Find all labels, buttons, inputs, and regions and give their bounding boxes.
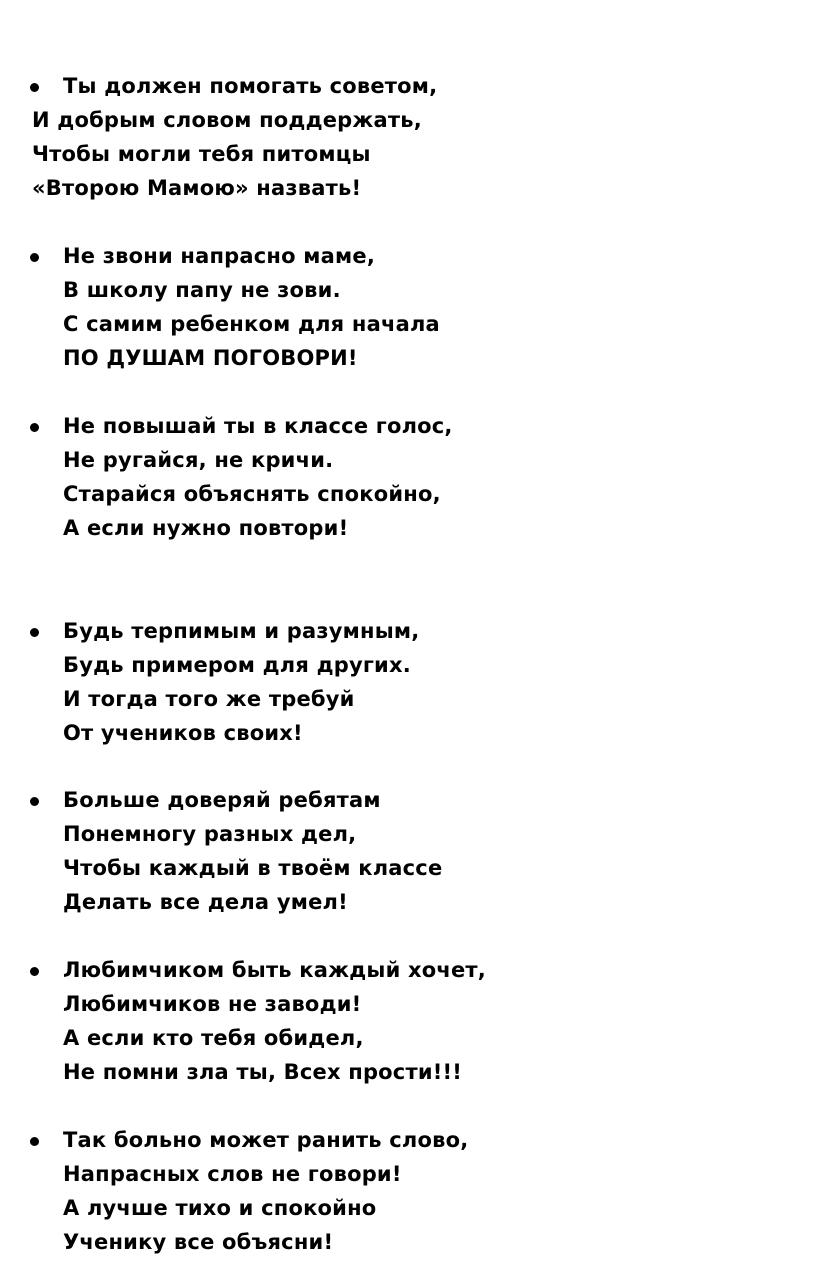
stanza-line: А если нужно повтори! xyxy=(63,516,349,540)
stanza-line: Любимчиком быть каждый хочет, xyxy=(63,958,486,982)
stanza-line: Ученику все объясни! xyxy=(63,1230,334,1254)
bullet-icon xyxy=(30,83,39,92)
stanza-line: Больше доверяй ребятам xyxy=(63,788,381,812)
stanza-line: Понемногу разных дел, xyxy=(63,822,357,846)
stanza-line: И добрым словом поддержать, xyxy=(32,108,422,132)
stanza-line: И тогда того же требуй xyxy=(63,687,355,711)
stanza-line: Будь терпимым и разумным, xyxy=(63,619,420,643)
stanza-line: Так больно может ранить слово, xyxy=(63,1128,469,1152)
stanza-line: Не ругайся, не кричи. xyxy=(63,448,334,472)
bullet-icon xyxy=(30,797,39,806)
stanza-line: Напрасных слов не говори! xyxy=(63,1162,402,1186)
stanza-line: Не повышай ты в классе голос, xyxy=(63,414,453,438)
stanza-line: Чтобы могли тебя питомцы xyxy=(32,142,371,166)
stanza-line: Любимчиков не заводи! xyxy=(63,992,362,1016)
bullet-icon xyxy=(30,253,39,262)
stanza-line: Не звони напрасно маме, xyxy=(63,244,375,268)
bullet-icon xyxy=(30,423,39,432)
stanza-line: А если кто тебя обидел, xyxy=(63,1026,364,1050)
stanza-line: Ты должен помогать советом, xyxy=(63,74,438,98)
stanza-line: С самим ребенком для начала xyxy=(63,312,440,336)
stanza-line: От учеников своих! xyxy=(63,721,303,745)
bullet-icon xyxy=(30,628,39,637)
bullet-icon xyxy=(30,1137,39,1146)
stanza-line: Старайся объяснять спокойно, xyxy=(63,482,441,506)
bullet-icon xyxy=(30,967,39,976)
stanza-line: В школу папу не зови. xyxy=(63,278,341,302)
stanza-line: Делать все дела умел! xyxy=(63,890,348,914)
stanza-line: Чтобы каждый в твоём классе xyxy=(63,856,443,880)
stanza-line: Не помни зла ты, Всех прости!!! xyxy=(63,1060,463,1084)
stanza-line: Будь примером для других. xyxy=(63,653,411,677)
stanza-line: ПО ДУШАМ ПОГОВОРИ! xyxy=(63,346,358,370)
stanza-line: А лучше тихо и спокойно xyxy=(63,1196,377,1220)
stanza-line: «Второю Мамою» назвать! xyxy=(32,176,362,200)
